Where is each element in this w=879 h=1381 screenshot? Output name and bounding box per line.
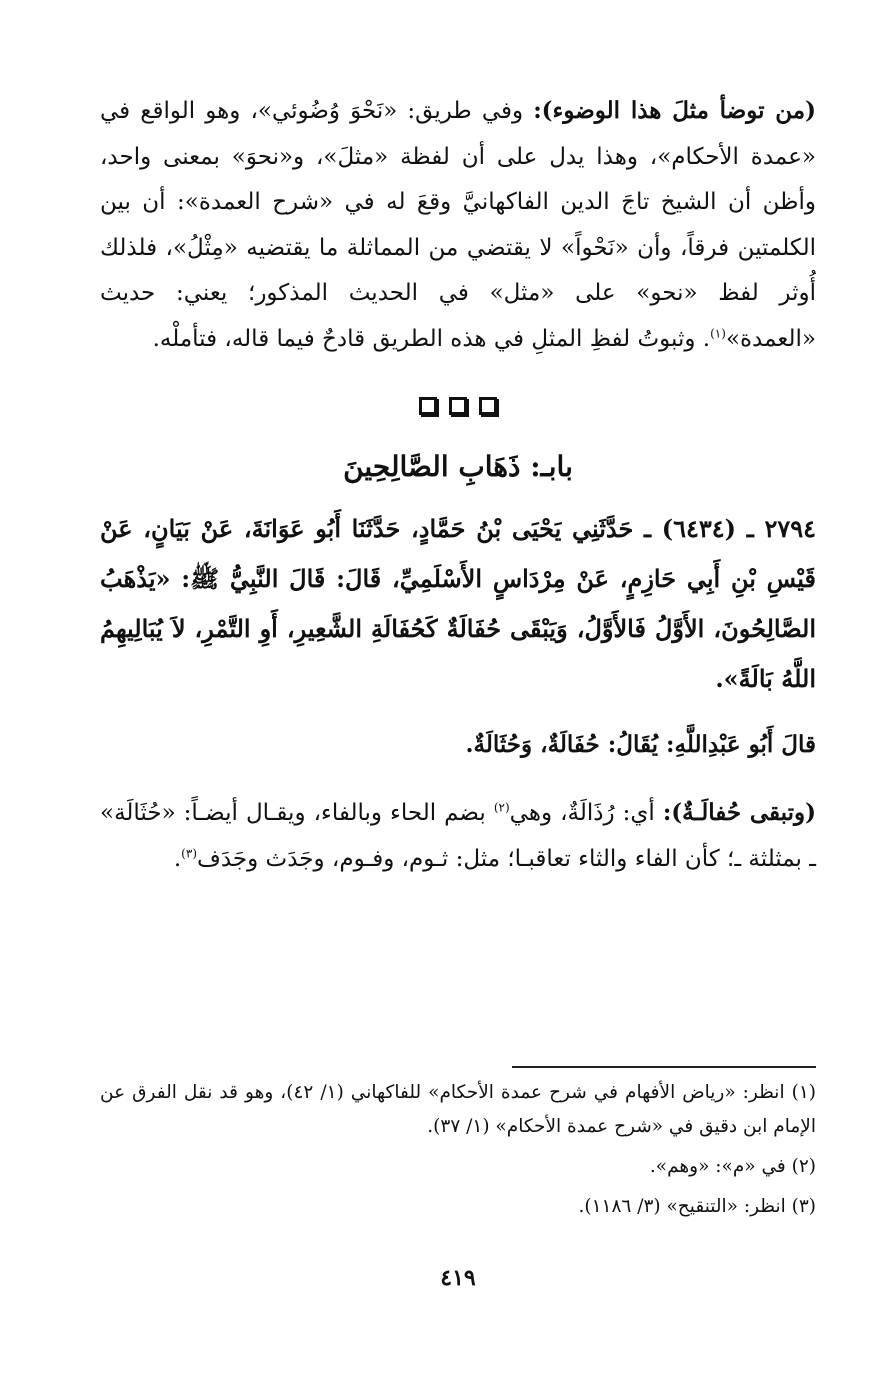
hadith-note: قالَ أَبُو عَبْدِاللَّهِ: يُقَالُ: حُفَالَةٌ، وَحُثَالَةٌ. [465, 731, 816, 758]
page-body [100, 88, 816, 1291]
commentary-tail-2: . [173, 845, 182, 872]
footnote-divider [512, 1066, 816, 1068]
footnote-ref-3: (٣) [181, 845, 197, 860]
separator-box-icon [479, 397, 497, 415]
separator-box-icon [449, 397, 467, 415]
commentary-text-2b: بضم الحاء وبالفاء، ويقـال أيضـاً: «حُثَالَة» ـ بمثلثة ـ؛ كأن الفاء والثاء تعاقبـا؛ مثل: ثـوم، وفـوم، وجَدَث وجَدَف [100, 800, 816, 872]
footnote-ref-2: (٢) [493, 800, 510, 815]
commentary-text-2: أي: رُذَالَةٌ، وهي [509, 800, 663, 826]
section-separator [100, 392, 816, 420]
footnotes [100, 1076, 816, 1230]
footnote-1: (١) انظر: «رياض الأفهام في شرح عمدة الأحكام» للفاكهاني (١/ ٤٢)، وهو قد نقل الفرق عن الإمام ابن دقيق في «شرح عمدة الأحكام» (١/ ٣٧). [100, 1082, 816, 1137]
footnote-2: (٢) في «م»: «وهم». [649, 1156, 816, 1177]
footnote-3: (٣) انظر: «التنقيح» (٣/ ١١٨٦). [578, 1196, 816, 1217]
separator-box-icon [419, 397, 437, 415]
commentary-paragraph-1 [100, 88, 816, 362]
chapter-title: بابـ: ذَهَابِ الصَّالِحِينَ [343, 450, 573, 483]
page-number: ٤١٩ [440, 1265, 476, 1291]
commentary-lead-1: (من توضأ مثلَ هذا الوضوء): [533, 97, 816, 124]
commentary-paragraph-2 [100, 790, 816, 882]
hadith-text: ٢٧٩٤ ـ (٦٤٣٤) ـ حَدَّثَنِي يَحْيَى بْنُ حَمَّادٍ، حَدَّثَنَا أَبُو عَوَانَةَ، عَنْ بَيَانٍ، عَنْ قَيْسِ بْنِ أَبِي حَازِمٍ، عَنْ مِرْدَاسٍ الأَسْلَمِيِّ، قَالَ: قَالَ النَّبِيُّ ﷺ: «يَذْهَبُ الصَّالِحُونَ، الأَوَّلُ فَالأَوَّلُ، وَيَبْقَى حُفَالَةٌ كَحُفَالَةِ الشَّعِيرِ، أَوِ التَّمْرِ، لاَ يُبَالِيهِمُ اللَّهُ بَالَةً». [100, 514, 816, 693]
commentary-text-1: وفي طريق: «نَحْوَ وُضُوئي»، وهو الواقع في «عمدة الأحكام»، وهذا يدل على أن لفظة «مثلَ»، و«نحوَ» بمعنى واحد، وأظن أن الشيخ تاجَ الدين الفاكهانيَّ وقعَ له في «شرح العمدة»: أن بين الكلمتين فرقاً، وأن «نَحْواً» لا يقتضي من المماثلة ما يقتضيه «مِثْلُ»، فلذلك أُوثر لفظ «نحو» على «مثل» في الحديث المذكور؛ يعني: حديث «العمدة» [100, 98, 816, 352]
commentary-lead-2: (وتبقى حُفالَـةٌ): [662, 799, 816, 826]
footnote-ref-1: (١) [710, 325, 726, 340]
commentary-tail-1: . وثبوتُ لفظِ المثلِ في هذه الطريق قادحٌ فيما قاله، فتأملْه. [152, 325, 711, 352]
